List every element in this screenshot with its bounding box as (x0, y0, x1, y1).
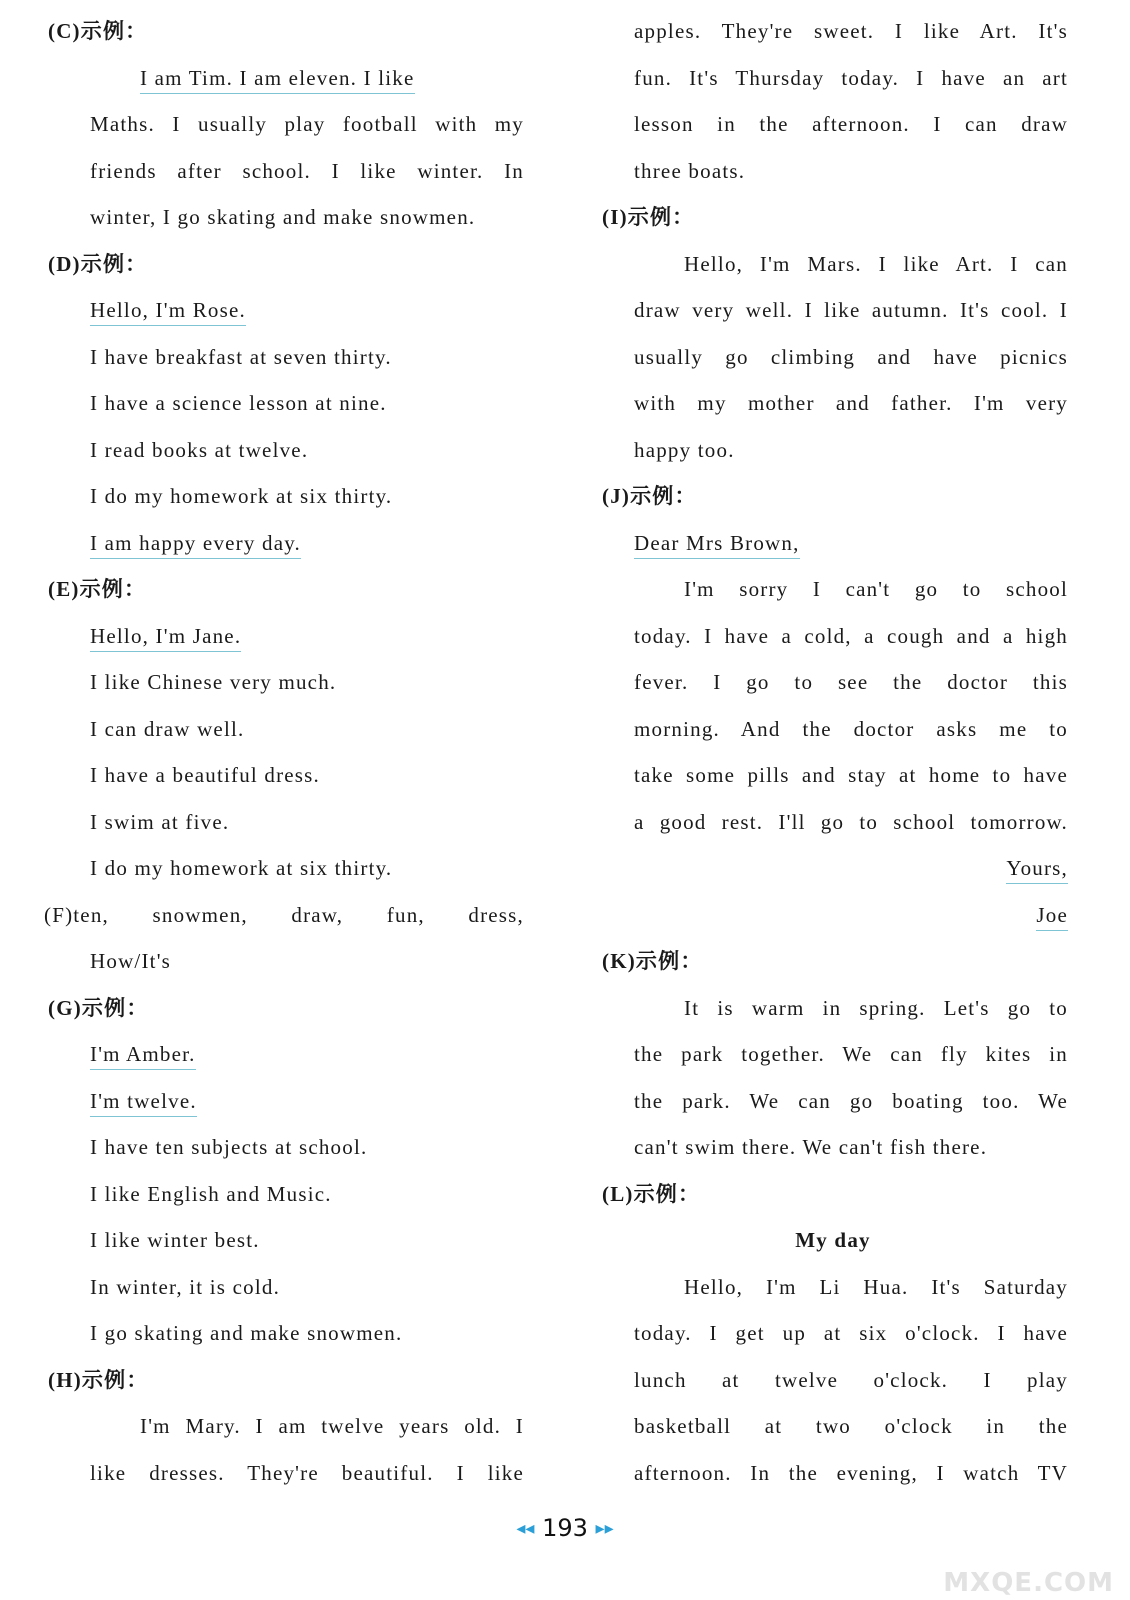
left-column (44, 8, 524, 1496)
text-line: I have a science lesson at nine. (90, 391, 387, 415)
text-line: I am happy every day. (44, 520, 524, 567)
text-line: fever. I go to see the doctor this (634, 670, 1068, 694)
next-arrows-icon: ▸▸ (595, 1518, 614, 1539)
answer-line-f: How/It's (90, 949, 172, 973)
text-line: I'm sorry I can't go to school (684, 577, 1068, 601)
section-label-e: (E)示例： (48, 577, 147, 601)
text-line: I'm Amber. (44, 1031, 524, 1078)
text-line: a good rest. I'll go to school tomorrow. (634, 809, 1068, 834)
text-line: the park. We can go boating too. We (634, 1088, 1068, 1113)
text-line: In winter, it is cold. (90, 1274, 281, 1299)
section-label-j: (J)示例： (602, 484, 697, 508)
section-label-h: (H)示例： (48, 1367, 149, 1392)
text-line: usually go climbing and have picnics (634, 344, 1068, 369)
text-line: apples. They're sweet. I like Art. It's (634, 19, 1068, 43)
text-line: I do my homework at six thirty. (90, 484, 393, 508)
text-line: I read books at twelve. (90, 437, 309, 462)
text-line: I do my homework at six thirty. (90, 856, 393, 880)
section-label-c: (C)示例： (48, 19, 148, 43)
text-line: I'm twelve. (44, 1078, 524, 1125)
section-label-l: (L)示例： (602, 1181, 701, 1206)
right-column (598, 8, 1068, 1496)
watermark: MXQE.COM (943, 1568, 1114, 1598)
text-line: I have ten subjects at school. (90, 1135, 368, 1159)
section-label-g: (G)示例： (48, 995, 149, 1020)
prev-arrows-icon: ◂◂ (516, 1518, 535, 1539)
text-line: Hello, I'm Jane. (44, 613, 524, 660)
text-line: I like winter best. (90, 1228, 260, 1252)
text-line: I like Chinese very much. (90, 670, 337, 694)
text-line: can't swim there. We can't fish there. (634, 1135, 988, 1159)
letter-signature: Joe (598, 892, 1068, 939)
letter-greeting: Dear Mrs Brown, (598, 520, 1068, 567)
text-line: lesson in the afternoon. I can draw (634, 112, 1068, 136)
text-line: basketball at two o'clock in the (634, 1414, 1068, 1438)
text-line: It is warm in spring. Let's go to (684, 995, 1068, 1020)
text-line: today. I get up at six o'clock. I have (634, 1321, 1068, 1345)
text-line: happy too. (634, 437, 735, 462)
text-line: Hello, I'm Li Hua. It's Saturday (684, 1274, 1068, 1299)
text-line: winter, I go skating and make snowmen. (90, 205, 476, 229)
answer-line-f: (F)ten, snowmen, draw, fun, dress, (44, 902, 524, 927)
text-line: I can draw well. (90, 716, 245, 741)
text-line: the park together. We can fly kites in (634, 1042, 1068, 1066)
text-line: Maths. I usually play football with my (90, 112, 524, 136)
essay-title: My day (795, 1228, 871, 1252)
text-line: Hello, I'm Rose. (44, 287, 524, 334)
text-line: three boats. (634, 158, 746, 183)
text-line: I swim at five. (90, 809, 230, 834)
text-line: I have a beautiful dress. (90, 763, 321, 787)
text-line: friends after school. I like winter. In (90, 158, 524, 183)
text-line: Hello, I'm Mars. I like Art. I can (684, 251, 1068, 276)
section-label-d: (D)示例： (48, 251, 148, 276)
text-line: I have breakfast at seven thirty. (90, 344, 392, 369)
page-number-bar (0, 1514, 1130, 1554)
text-line: morning. And the doctor asks me to (634, 716, 1068, 741)
text-line: I'm Mary. I am twelve years old. I (140, 1414, 524, 1438)
letter-closing: Yours, (598, 845, 1068, 892)
text-line: I am Tim. I am eleven. I like (44, 55, 524, 102)
text-line: take some pills and stay at home to have (634, 763, 1068, 787)
text-line: today. I have a cold, a cough and a high (634, 623, 1068, 648)
text-line: fun. It's Thursday today. I have an art (634, 65, 1068, 90)
text-line: afternoon. In the evening, I watch TV (634, 1460, 1068, 1485)
section-label-k: (K)示例： (602, 949, 703, 973)
text-line: like dresses. They're beautiful. I like (90, 1460, 524, 1485)
text-line: with my mother and father. I'm very (634, 391, 1068, 415)
text-line: I like English and Music. (90, 1181, 332, 1206)
text-line: I go skating and make snowmen. (90, 1321, 403, 1345)
text-line: lunch at twelve o'clock. I play (634, 1367, 1068, 1392)
page-number: 193 (542, 1514, 588, 1542)
text-line: draw very well. I like autumn. It's cool. I (634, 298, 1068, 322)
section-label-i: (I)示例： (602, 205, 695, 229)
